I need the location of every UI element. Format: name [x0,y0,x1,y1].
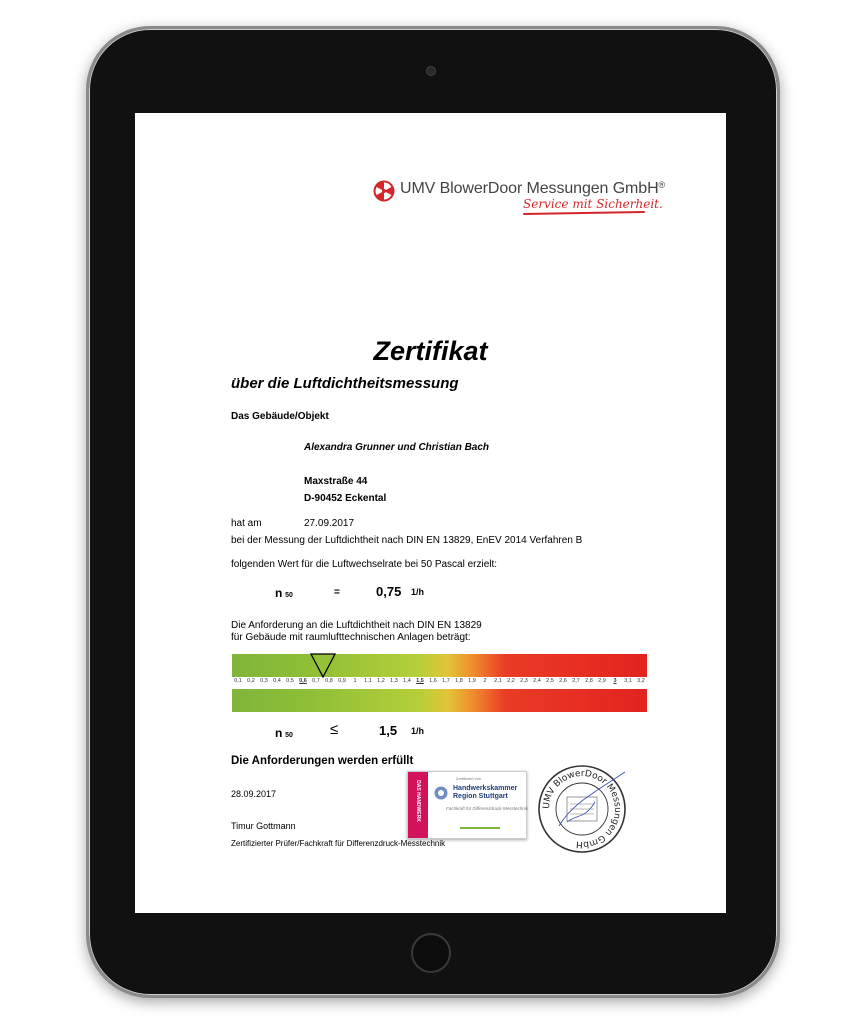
scale-tick-label: 0,2 [247,678,255,684]
blowerdoor-fan-icon [373,180,395,202]
scale-tick-label: 1,7 [442,678,450,684]
measurement-date: 27.09.2017 [304,518,355,529]
scale-tick-label: 0,4 [273,678,281,684]
scale-tick-label: 2,5 [546,678,554,684]
fulfilled-text: Die Anforderungen werden erfüllt [231,755,414,767]
scale-tick-label: 0,1 [234,678,242,684]
scale-bar-top [232,654,647,677]
scale-tick-label: 2,6 [559,678,567,684]
scale-bar-bottom [232,689,647,712]
scale-tick-label: 1,8 [455,678,463,684]
requirement-value: 1,5 [379,723,398,738]
stamp-specialty: Fachkraft für Differenzdruck-Messtechnik [446,806,529,811]
measurement-text: bei der Messung der Luftdichtheit nach DIN EN 13829, EnEV 2014 Verfahren B [231,535,583,546]
scale-tick-label: 2,2 [507,678,515,684]
scale-tick-label: 1 [353,678,357,684]
scale-tick-label: 0,6 [299,678,307,684]
scale-tick-label: 3 [613,678,617,684]
requirement-symbol: n 50 [275,726,293,740]
company-seal-icon [537,764,627,854]
stamp-url-line [460,827,500,829]
measured-value-marker-icon [310,653,336,679]
scale-tick-label: 3,2 [637,678,645,684]
scale-tick-label: 0,7 [312,678,320,684]
camera-icon [426,66,436,76]
scale-tick-label: 2,1 [494,678,502,684]
svg-text:UMV BlowerDoor Messungen GmbH: UMV BlowerDoor Messungen GmbH [541,768,623,850]
scale-tick-label: 1,4 [403,678,411,684]
stamp-chamber-name: Handwerkskammer Region Stuttgart [453,785,518,800]
company-name: UMV BlowerDoor Messungen GmbH® [400,180,666,197]
city-text: D-90452 Eckental [304,493,387,504]
stamp-certified-by: Zertifiziert von [456,776,482,781]
scale-tick-label: 0,3 [260,678,268,684]
scale-tick-label: 1,6 [429,678,437,684]
scale-tick-label: 1,1 [364,678,372,684]
company-logo [373,180,673,220]
result-unit: 1/h [411,587,425,597]
scale-tick-label: 0,9 [338,678,346,684]
scale-tick-label: 1,9 [468,678,476,684]
result-text: folgenden Wert für die Luftwechselrate bei 50 Pascal erzielt: [231,559,498,570]
craft-badge: DAS HANDWERK [408,772,428,838]
street-text: Maxstraße 44 [304,476,368,487]
scale-tick-label: 2,9 [598,678,606,684]
requirement-text-2: für Gebäude mit raumlufttechnischen Anlagen beträgt: [231,632,471,643]
scale-tick-label: 3,1 [624,678,632,684]
page-subtitle: über die Luftdichtheitsmessung [231,375,459,392]
scale-tick-label: 2,4 [533,678,541,684]
requirement-text-1: Die Anforderung an die Luftdichtheit nach DIN EN 13829 [231,620,482,631]
owners-text: Alexandra Grunner und Christian Bach [304,442,490,453]
scale-tick-label: 0,8 [325,678,333,684]
scale-tick-label: 2,3 [520,678,528,684]
scale-tick-label: 2,7 [572,678,580,684]
requirement-operator: ≤ [330,721,339,738]
chamber-certification-stamp [407,771,527,839]
scale-tick-label: 2,8 [585,678,593,684]
page-title: Zertifikat [373,336,488,366]
chamber-logo-icon [434,786,448,800]
building-label: Das Gebäude/Objekt [231,411,329,422]
scale-tick-label: 1,5 [416,678,424,684]
date-label: hat am [231,518,262,529]
result-symbol: n 50 [275,586,293,600]
issue-date: 28.09.2017 [231,789,277,799]
scale-tick-label: 1,3 [390,678,398,684]
home-button[interactable] [411,933,451,973]
result-value: 0,75 [376,584,402,599]
scale-tick-label: 1,2 [377,678,385,684]
scale-tick-label: 0,5 [286,678,294,684]
scale-tick-label: 2 [483,678,487,684]
signatory-name: Timur Gottmann [231,821,296,831]
result-operator: = [334,587,340,598]
requirement-unit: 1/h [411,726,425,736]
certificate-page [135,113,726,913]
scale-ticks [232,678,647,689]
slogan-underline [523,211,645,215]
company-slogan: Service mit Sicherheit. [523,197,663,211]
signatory-title: Zertifizierter Prüfer/Fachkraft für Differenzdruck-Messtechnik [231,839,446,848]
